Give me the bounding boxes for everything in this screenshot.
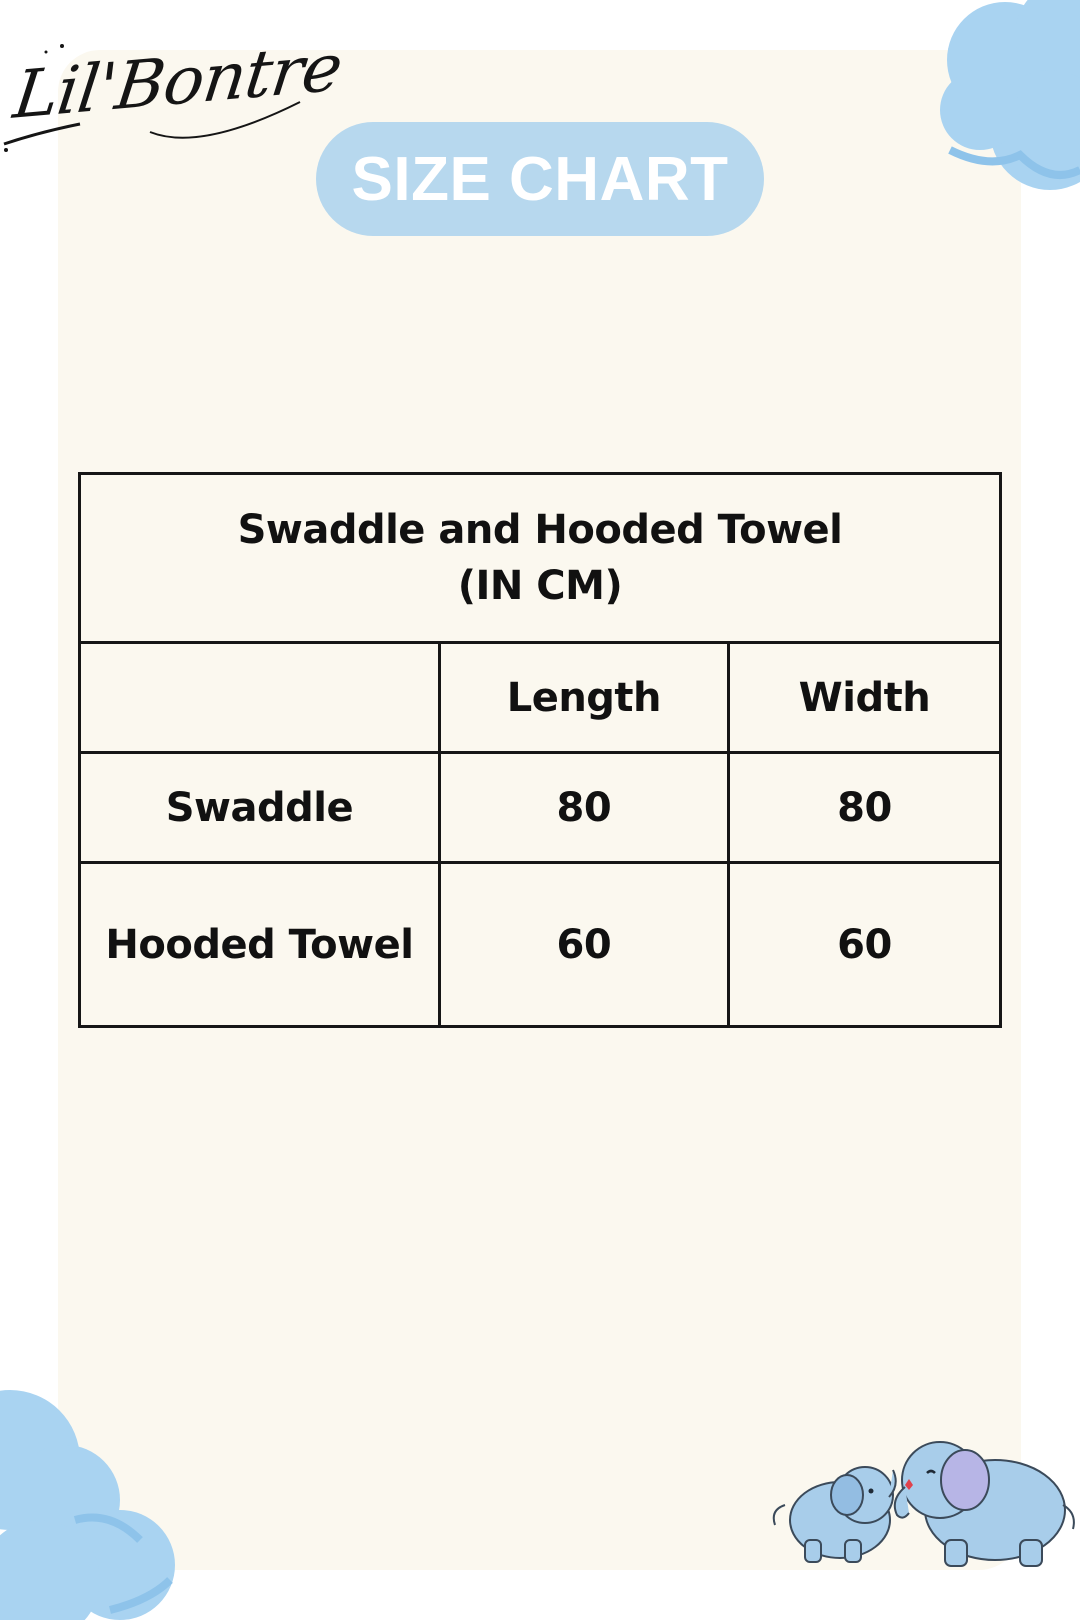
table-title-line1: Swaddle and Hooded Towel [237, 507, 843, 553]
logo-text: Lil'Bontre [9, 28, 346, 134]
cell-hooded-towel-length: 60 [439, 863, 728, 1027]
cell-swaddle-width: 80 [728, 753, 1000, 863]
brand-logo [0, 28, 346, 162]
table-header-row [80, 643, 1001, 753]
cell-hooded-towel-width: 60 [728, 863, 1000, 1027]
table-row [80, 863, 1001, 1027]
row-label-hooded-towel: Hooded Towel [80, 863, 440, 1027]
cloud-icon [930, 0, 1080, 200]
size-chart-badge [316, 122, 764, 236]
header-cell-width: Width [728, 643, 1000, 753]
cell-swaddle-length: 80 [439, 753, 728, 863]
header-cell-empty [80, 643, 440, 753]
cloud-icon [0, 1390, 180, 1620]
table-title-unit: (IN CM) [457, 563, 623, 609]
table-title-row [80, 474, 1001, 643]
table-title [80, 474, 1001, 643]
header-cell-length: Length [439, 643, 728, 753]
size-table [78, 472, 1002, 1028]
elephants-illustration [765, 1425, 1080, 1575]
table-row [80, 753, 1001, 863]
elephant-icon [895, 1442, 1074, 1566]
elephant-icon [774, 1467, 896, 1562]
row-label-swaddle: Swaddle [80, 753, 440, 863]
size-chart-title: SIZE CHART [351, 144, 729, 214]
